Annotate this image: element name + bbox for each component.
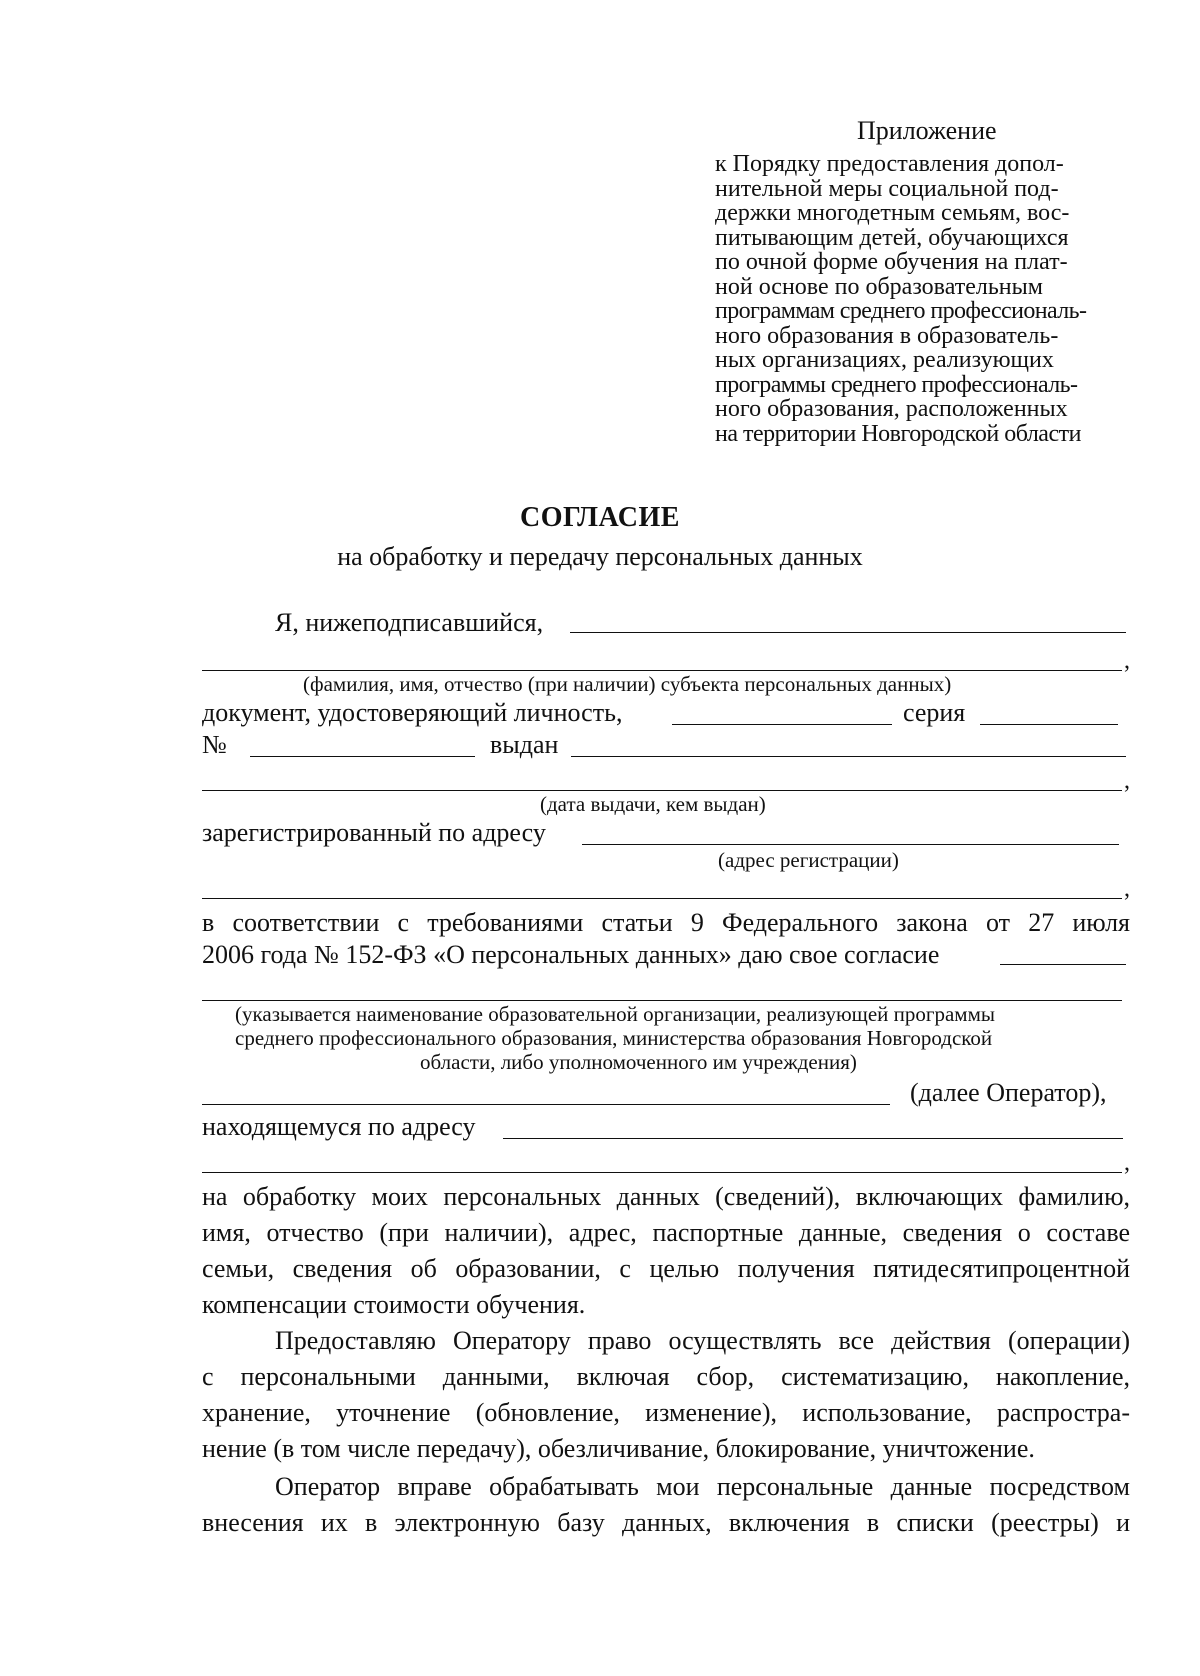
body-paragraph-line: нение (в том числе передачу), обезличивание, блокирование, уничтожение.	[202, 1434, 1035, 1463]
organization-blank[interactable]	[202, 1000, 1122, 1001]
id-document-label: документ, удостоверяющий личность,	[202, 698, 623, 727]
operator-blank[interactable]	[202, 1104, 890, 1105]
appendix-line: ного образования в образователь-	[715, 322, 1059, 349]
appendix-line: нительной меры социальной под-	[715, 175, 1059, 202]
series-blank[interactable]	[980, 724, 1118, 725]
caption-organization: (указывается наименование образовательной организации, реализующей программы	[235, 1002, 995, 1026]
comma: ,	[1124, 1150, 1130, 1176]
number-label: №	[202, 730, 227, 759]
document-subtitle: на обработку и передачу персональных данных	[337, 542, 863, 571]
caption-fio: (фамилия, имя, отчество (при наличии) субъекта персональных данных)	[303, 672, 952, 696]
body-paragraph-line: имя, отчество (при наличии), адрес, паспортные данные, сведения о составе	[202, 1218, 1130, 1247]
consent-blank[interactable]	[1000, 964, 1126, 965]
appendix-title: Приложение	[857, 116, 997, 145]
number-blank[interactable]	[250, 756, 475, 757]
body-paragraph-line: с персональными данными, включая сбор, систематизацию, накопление,	[202, 1362, 1130, 1391]
body-paragraph-line: Оператор вправе обрабатывать мои персональные данные посредством	[275, 1472, 1130, 1501]
body-paragraph-line: компенсации стоимости обучения.	[202, 1290, 586, 1319]
appendix-line: к Порядку предоставления допол-	[715, 151, 1064, 177]
operator-label: (далее Оператор),	[910, 1078, 1107, 1107]
appendix-line: ных организациях, реализующих	[715, 347, 1054, 373]
appendix-text	[715, 152, 1135, 446]
appendix-line: ной основе по образовательным	[715, 273, 1043, 300]
registered-address-blank[interactable]	[582, 844, 1119, 845]
caption-issue: (дата выдачи, кем выдан)	[540, 792, 766, 816]
issued-label: выдан	[490, 730, 559, 759]
body-paragraph-line: семьи, сведения об образовании, с целью получения пятидесятипроцентной	[202, 1254, 1130, 1283]
intro-label: Я, нижеподписавшийся,	[275, 608, 544, 637]
appendix-line: держки многодетным семьям, вос-	[715, 200, 1070, 226]
fio-blank[interactable]	[570, 632, 1126, 633]
fio-blank-continued[interactable]	[202, 670, 1122, 671]
comma: ,	[1124, 648, 1130, 674]
appendix-line: по очной форме обучения на плат-	[715, 249, 1068, 275]
body-paragraph-line: на обработку моих персональных данных (сведений), включающих фамилию,	[202, 1182, 1130, 1211]
operator-address-blank-continued[interactable]	[202, 1172, 1122, 1173]
registered-label: зарегистрированный по адресу	[202, 818, 546, 847]
appendix-line: программам среднего профессиональ-	[715, 298, 1087, 324]
law-reference-line: в соответствии с требованиями статьи 9 Федерального закона от 27 июля	[202, 908, 1130, 937]
body-paragraph-line: внесения их в электронную базу данных, включения в списки (реестры) и	[202, 1508, 1130, 1537]
issued-blank-continued[interactable]	[202, 790, 1122, 791]
appendix-line: на территории Новгородской области	[715, 420, 1081, 447]
comma: ,	[1124, 768, 1130, 794]
registered-address-blank-continued[interactable]	[202, 898, 1122, 899]
appendix-line: ного образования, расположенных	[715, 396, 1068, 422]
issued-blank[interactable]	[571, 756, 1126, 757]
id-document-blank[interactable]	[672, 724, 892, 725]
series-label: серия	[903, 698, 966, 727]
operator-address-blank[interactable]	[503, 1138, 1123, 1139]
law-reference-line: 2006 года № 152-ФЗ «О персональных данных» даю свое согласие	[202, 940, 940, 969]
comma: ,	[1124, 876, 1130, 902]
appendix-line: программы среднего профессиональ-	[715, 371, 1078, 398]
caption-organization: области, либо уполномоченного им учреждения)	[420, 1050, 857, 1074]
body-paragraph-line: хранение, уточнение (обновление, изменение), использование, распростра-	[202, 1398, 1130, 1427]
located-label: находящемуся по адресу	[202, 1112, 476, 1141]
appendix-line: питывающим детей, обучающихся	[715, 224, 1069, 251]
document-title: СОГЛАСИЕ	[520, 502, 680, 533]
body-paragraph-line: Предоставляю Оператору право осуществлять все действия (операции)	[275, 1326, 1130, 1355]
caption-address: (адрес регистрации)	[718, 848, 899, 872]
caption-organization: среднего профессионального образования, министерства образования Новгородской	[235, 1026, 993, 1050]
